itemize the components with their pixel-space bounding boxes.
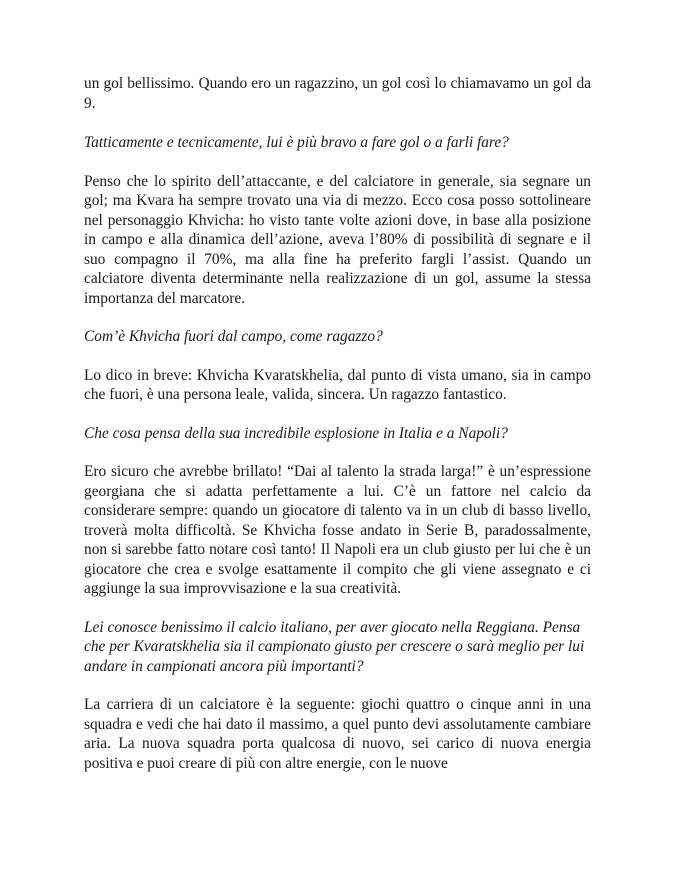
answer-paragraph: Ero sicuro che avrebbe brillato! “Dai al talento la strada larga!” è un’espressione georgiana che si adatta perfettamente a lui. C’è un fattore nel calcio da considerare sempre: quando un giocatore di talento va in un club di basso livello, troverà molta difficoltà. Se Khvicha fosse andato in Serie B, paradossalmente, non si sarebbe fatto notare così tanto! Il Napoli era un club giusto per lui che è un giocatore che crea e svolge esattamente il compito che gli viene assegnato e ci aggiunge la sua improvvisazione e la sua creatività.: [84, 463, 591, 597]
question-paragraph: Che cosa pensa della sua incredibile esplosione in Italia e a Napoli?: [84, 424, 508, 442]
question-paragraph: Com’è Khvicha fuori dal campo, come ragazzo?: [84, 328, 383, 345]
answer-paragraph: La carriera di un calciatore è la seguente: giochi quattro o cinque anni in una squadra e vedi che hai dato il massimo, a quel punto devi assolutamente cambiare aria. La nuova squadra porta qualcosa di nuovo, sei carico di nuova energia positiva e puoi creare di più con altre energie, con le nuove: [84, 696, 591, 772]
question-paragraph: Tatticamente e tecnicamente, lui è più bravo a fare gol o a farli fare?: [84, 134, 509, 151]
answer-paragraph: Penso che lo spirito dell’attaccante, e del calciatore in generale, sia segnare un gol; ma Kvara ha sempre trovato una via di mezzo. Ecco cosa posso sottolineare nel personaggio Khvicha: ho visto tante volte azioni dove, in base alla posizione in campo e alla dinamica dell’azione, aveva l’80% di possibilità di segnare e il suo compagno il 70%, ma alla fine ha preferito fargli l’assist. Quando un calciatore diventa determinante nella realizzazione di un gol, assume la stessa importanza del marcatore.: [84, 172, 591, 307]
answer-paragraph: un gol bellissimo. Quando ero un ragazzino, un gol così lo chiamavamo un gol da 9.: [84, 75, 591, 112]
answer-paragraph: Lo dico in breve: Khvicha Kvaratskhelia, dal punto di vista umano, sia in campo che fuori, è una persona leale, valida, sincera. Un ragazzo fantastico.: [84, 366, 591, 403]
question-paragraph: Lei conosce benissimo il calcio italiano, per aver giocato nella Reggiana. Pensa che per Kvaratskhelia sia il campionato giusto per crescere o sarà meglio per lui andare in campionati ancora più importanti?: [84, 618, 585, 675]
document-page: [84, 74, 591, 792]
